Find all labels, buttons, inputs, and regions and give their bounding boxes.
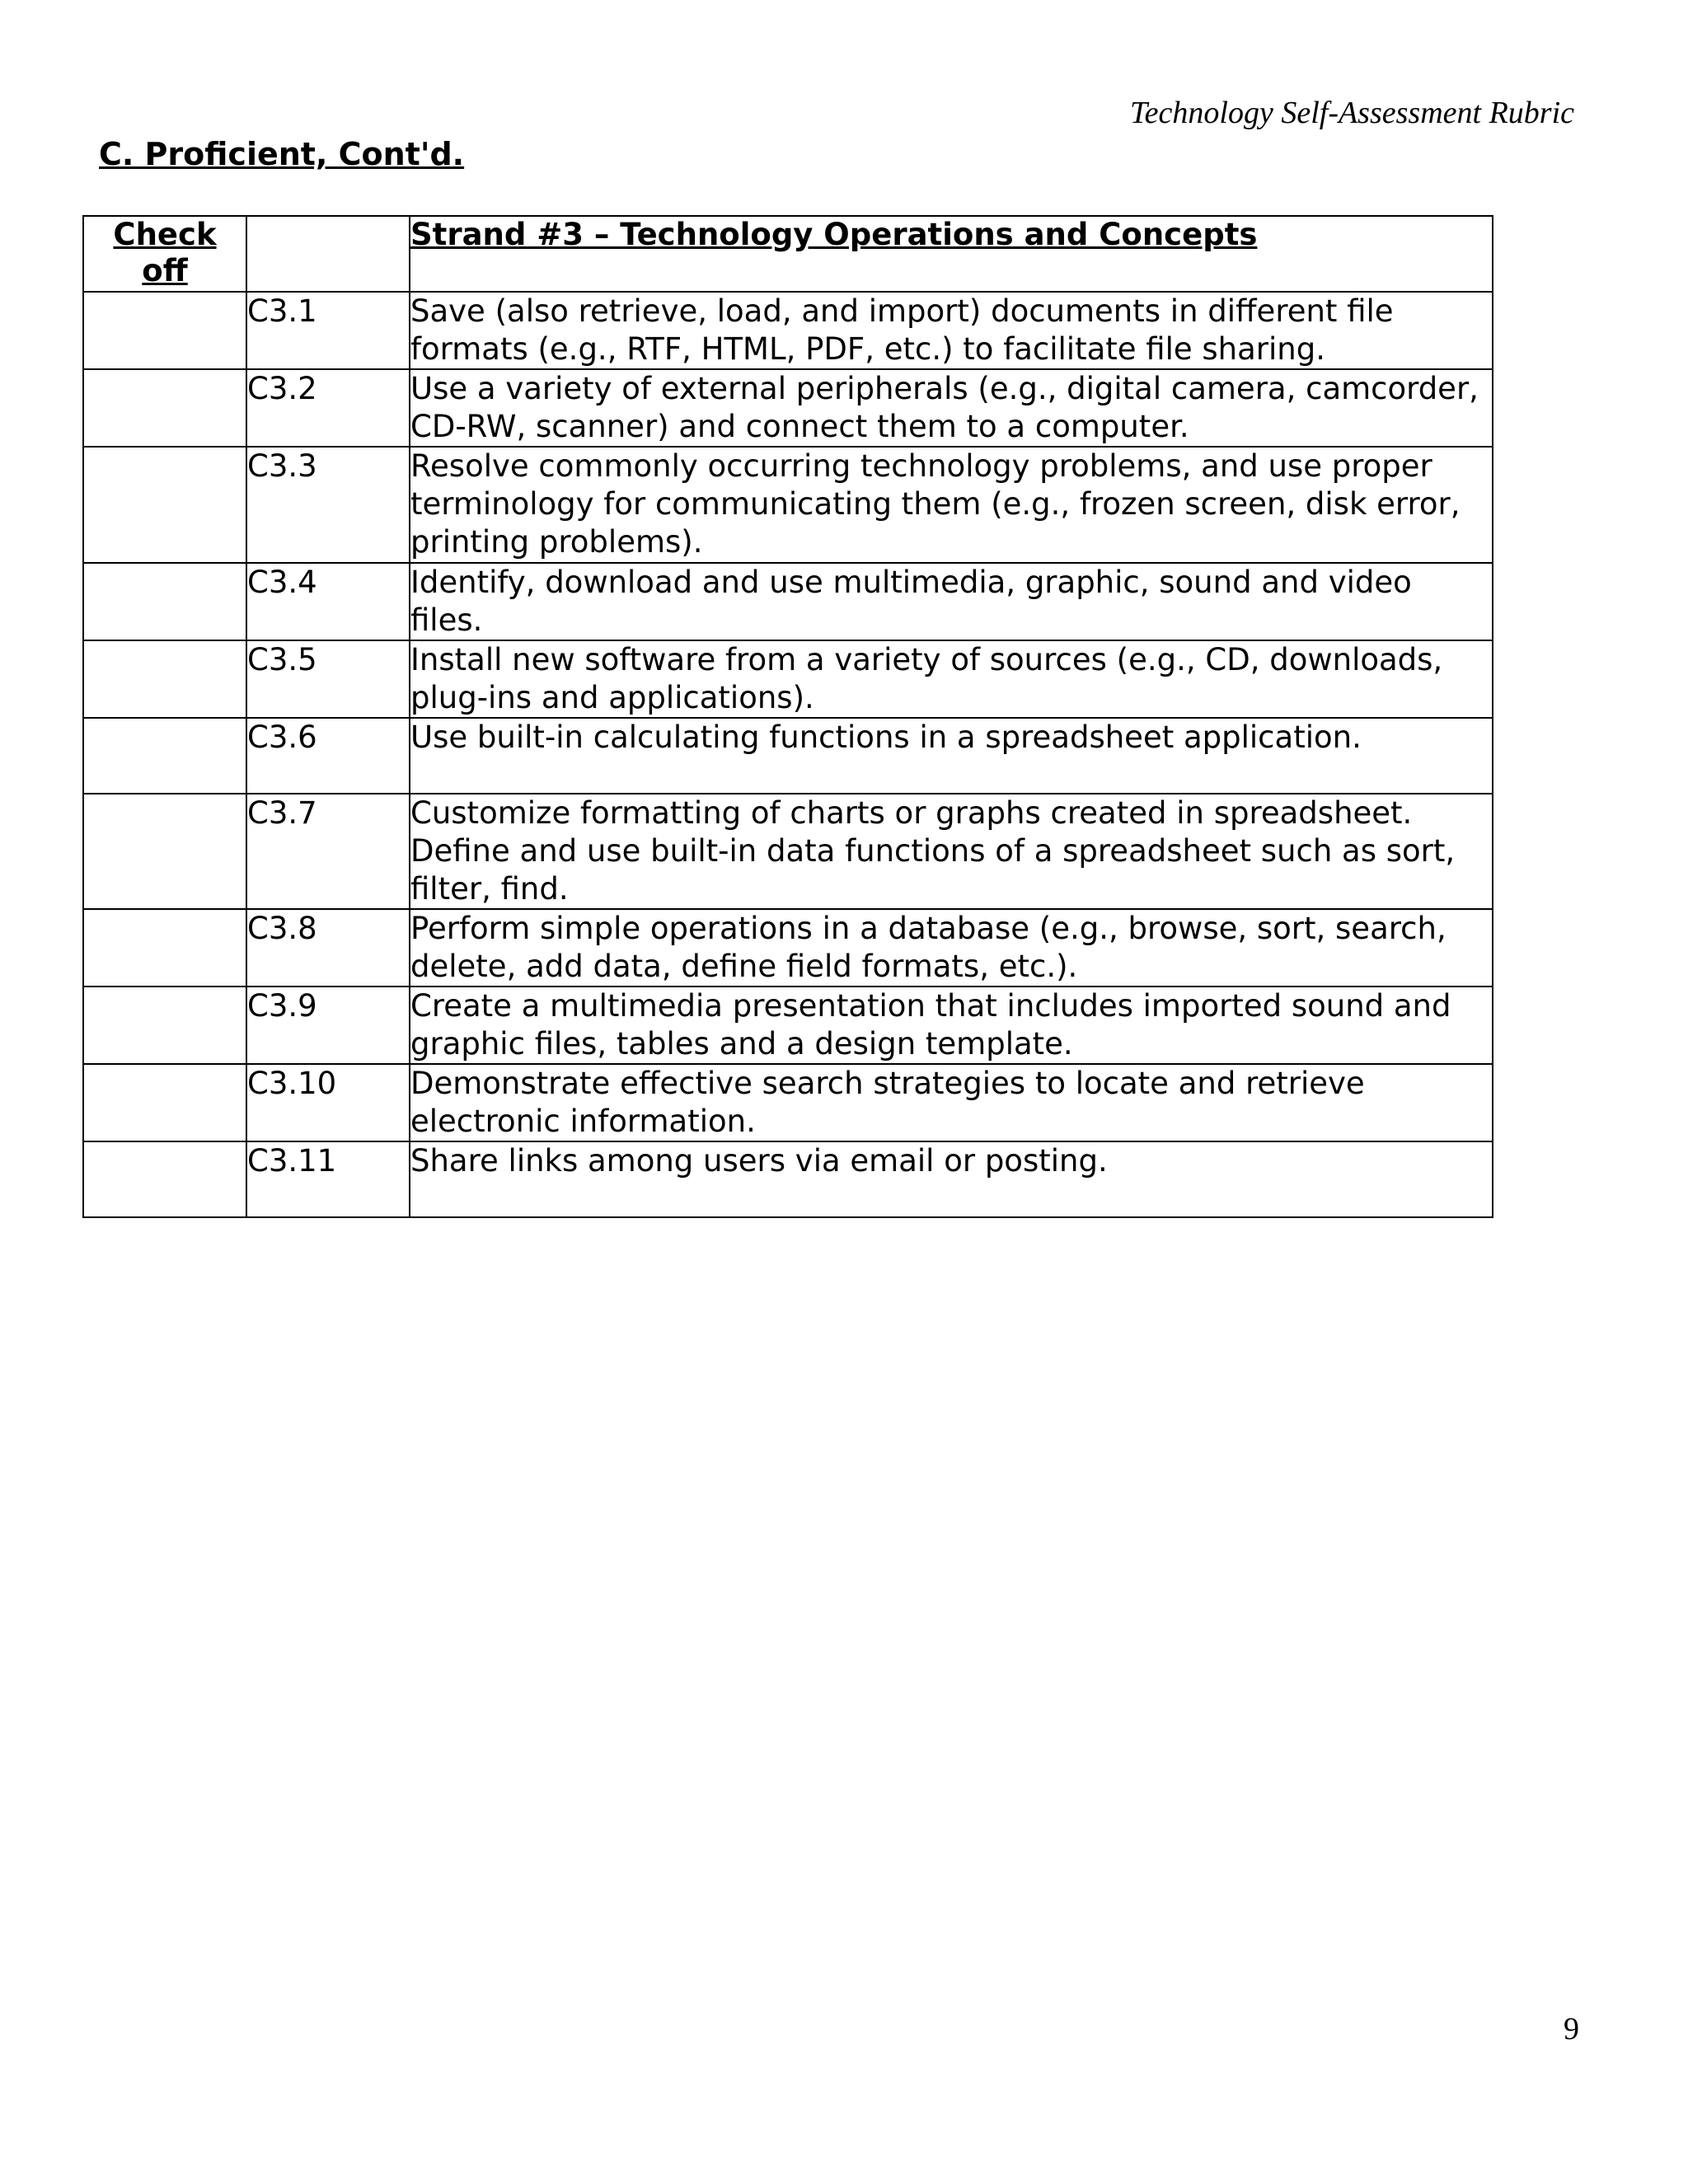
item-description: Install new software from a variety of sources (e.g., CD, downloads, plug-ins and applications). [410, 640, 1493, 718]
item-code: C3.11 [246, 1141, 410, 1217]
item-description: Save (also retrieve, load, and import) documents in different file formats (e.g., RTF, HTML, PDF, etc.) to facilitate file sharing. [410, 292, 1493, 369]
check-off-cell[interactable] [83, 563, 246, 640]
item-description: Use built-in calculating functions in a spreadsheet application. [410, 718, 1493, 794]
check-off-cell[interactable] [83, 718, 246, 794]
item-code: C3.3 [246, 447, 410, 563]
table-row [83, 369, 1493, 447]
table-row [83, 987, 1493, 1064]
check-off-cell[interactable] [83, 794, 246, 909]
table-row [83, 447, 1493, 563]
item-code: C3.6 [246, 718, 410, 794]
check-off-header: Check off [83, 216, 246, 292]
table-row [83, 292, 1493, 369]
item-code: C3.10 [246, 1064, 410, 1141]
item-code: C3.7 [246, 794, 410, 909]
item-description: Perform simple operations in a database (e.g., browse, sort, search, delete, add data, define field formats, etc.). [410, 909, 1493, 987]
item-code: C3.5 [246, 640, 410, 718]
item-description: Resolve commonly occurring technology problems, and use proper terminology for communicating them (e.g., frozen screen, disk error, printing problems). [410, 447, 1493, 563]
item-description: Customize formatting of charts or graphs created in spreadsheet. Define and use built-in data functions of a spreadsheet such as sort, filter, find. [410, 794, 1493, 909]
section-title: C. Proficient, Cont'd. [99, 136, 465, 172]
item-code: C3.4 [246, 563, 410, 640]
item-code: C3.9 [246, 987, 410, 1064]
item-code: C3.1 [246, 292, 410, 369]
item-description: Create a multimedia presentation that includes imported sound and graphic files, tables and a design template. [410, 987, 1493, 1064]
table-row [83, 563, 1493, 640]
table-row [83, 640, 1493, 718]
item-code: C3.2 [246, 369, 410, 447]
check-off-cell[interactable] [83, 1141, 246, 1217]
strand-header: Strand #3 – Technology Operations and Concepts [410, 216, 1493, 292]
table-row [83, 1141, 1493, 1217]
item-description: Use a variety of external peripherals (e.g., digital camera, camcorder, CD-RW, scanner) and connect them to a computer. [410, 369, 1493, 447]
check-off-cell[interactable] [83, 909, 246, 987]
code-header [246, 216, 410, 292]
check-off-cell[interactable] [83, 987, 246, 1064]
rubric-table [82, 215, 1493, 1218]
item-description: Identify, download and use multimedia, graphic, sound and video files. [410, 563, 1493, 640]
item-description: Share links among users via email or posting. [410, 1141, 1493, 1217]
check-off-cell[interactable] [83, 369, 246, 447]
check-off-cell[interactable] [83, 447, 246, 563]
table-row [83, 718, 1493, 794]
page-number: 9 [1564, 2012, 1579, 2046]
check-off-cell[interactable] [83, 1064, 246, 1141]
table-row [83, 794, 1493, 909]
table-header-row [83, 216, 1493, 292]
table-row [83, 1064, 1493, 1141]
check-off-cell[interactable] [83, 292, 246, 369]
running-header: Technology Self-Assessment Rubric [1130, 96, 1574, 130]
item-description: Demonstrate effective search strategies to locate and retrieve electronic information. [410, 1064, 1493, 1141]
table-row [83, 909, 1493, 987]
check-off-cell[interactable] [83, 640, 246, 718]
item-code: C3.8 [246, 909, 410, 987]
